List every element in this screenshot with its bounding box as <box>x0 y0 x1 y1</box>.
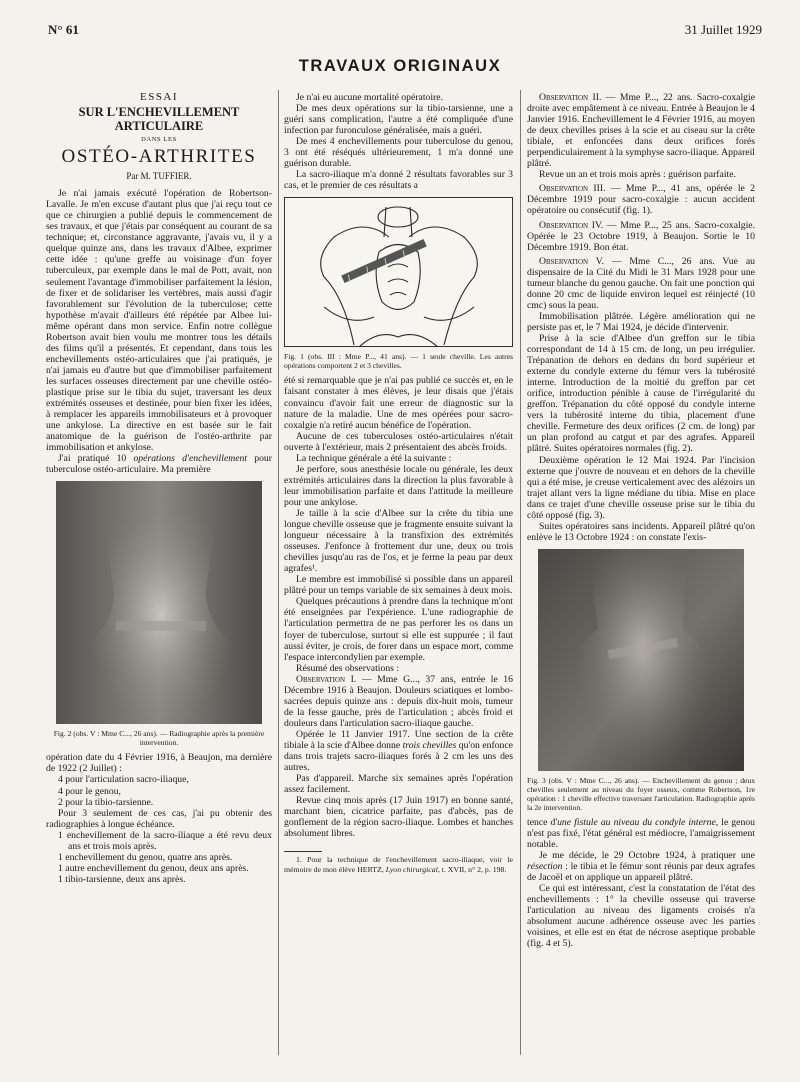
paragraph: Deuxième opération le 12 Mai 1924. Par l'incision externe que j'ouvre de nouveau et en dehors de la cheville qui a été mise, je creuse verticalement avec des alézoirs un trajet allant vers la ligne médiane du tibia. Mise en place dans ce trajet d'une cheville osseuse prise sur le tibia du côté opposé (fig. 3). <box>527 454 755 521</box>
list-item: 2 pour la tibio-tarsienne. <box>58 796 154 808</box>
figure-2-caption: Fig. 2 (obs. V : Mme C..., 26 ans). — Radiographie après la première intervention. <box>53 729 265 748</box>
paragraph: Résumé des observations : <box>296 662 400 674</box>
observation-5: Observation V. — Mme C..., 26 ans. Vue au dispensaire de la Cité du Midi le 31 Mars 1928 pour une tumeur blanche du genou gauche. On fait une ponction qui donne 20 cmc de liquide environ lequel est réinjecté (10 cmc) sous la peau. <box>527 255 755 311</box>
paragraph: Quelques précautions à prendre dans la technique m'ont été enseignées par l'expérience. L'une radiographie de l'articulation permettra de ne pas perforer les os dans un foyer de tuberculose, surtout si elle est suppurée ; il faut aussi éviter, je crois, de forer dans un espace mort, comme l'espace intercondylien par exemple. <box>284 596 513 663</box>
footnote: 1. Pour la technique de l'enchevillement sacro-iliaque, voir le mémoire de mon élève HERTZ, Lyon chirurgical, t. XVII, n° 2, p. 198. <box>284 855 513 874</box>
column-middle <box>284 92 513 874</box>
paragraph: Revue cinq mois après (17 Juin 1917) en bonne santé, marchant bien, cicatrice parfaite, pas d'abcès, pas de gonflement de la région sacro-iliaque. Lombes et hanches absolument libres. <box>284 795 513 840</box>
issue-date: 31 Juillet 1929 <box>684 22 762 37</box>
figure-3-radiograph <box>538 549 744 771</box>
footnote-rule <box>284 851 322 852</box>
figure-3-caption: Fig. 3 (obs. V : Mme C..., 26 ans). — Enchevillement du genou ; deux chevilles seulement au niveau du foyer osseux, comme Robertson, 1re opération : 1 cheville effective traversant l'articulation. Radiographie après la 2e intervention. <box>527 775 755 812</box>
issue-number: N° 61 <box>48 22 79 37</box>
paragraph: Revue un an et trois mois après : guérison parfaite. <box>539 169 736 181</box>
case-list <box>46 774 272 807</box>
article-kicker: ESSAI <box>139 91 179 103</box>
list-item: 1 tibio-tarsienne, deux ans après. <box>58 873 186 885</box>
paragraph: Pour 3 seulement de ces cas, j'ai pu obtenir des radiographies à longue échéance. <box>46 807 272 830</box>
paragraph: Aucune de ces tuberculoses ostéo-articulaires n'était ouverte à l'extérieur, mais 2 présentaient des abcès froids. <box>284 430 513 453</box>
paragraph: J'ai pratiqué 10 opérations d'enchevillement pour tuberculose ostéo-articulaire. Ma première <box>46 453 273 476</box>
column-left <box>46 92 272 885</box>
observation-4: Observation IV. — Mme P..., 25 ans. Sacro-coxalgie. Opérée le 23 Octobre 1919, à Beaujon. Sortie le 10 Décembre 1919. Bon état. <box>527 219 755 253</box>
paragraph: Je me décide, le 29 Octobre 1924, à pratiquer une résection : le tibia et le fémur sont réunis par deux agrafes de Jacoël et on applique un appareil plâtré. <box>527 850 755 884</box>
radiograph-list <box>46 830 272 885</box>
column-rule <box>278 90 279 1055</box>
paragraph: La technique générale a été la suivante : <box>296 452 452 464</box>
paragraph: Pas d'appareil. Marche six semaines après l'opération assez facilement. <box>284 773 513 796</box>
paragraph: Suites opératoires sans incidents. Appareil plâtré qu'on enlève le 13 Octobre 1924 : on constate l'exis- <box>527 520 755 543</box>
paragraph: Je n'ai eu aucune mortalité opératoire. <box>296 92 443 103</box>
paragraph: Opérée le 11 Janvier 1917. Une section de la crête tibiale à la scie d'Albee donne trois chevilles qu'on enfonce dans trois trajets sacro-iliaques forés à 2 cm les uns des autres. <box>284 728 513 774</box>
paragraph: été si remarquable que je n'ai pas publié ce succès et, en le faisant constater à mes élèves, je leur disais que j'étais convaincu d'avoir fait une erreur de diagnostic sur la nature de la maladie. Une de mes opérées pour sacro-coxalgie n'a retiré aucun bénéfice de l'opération. <box>284 375 513 431</box>
article-title-join: DANS LES <box>141 136 177 144</box>
list-item: 1 enchevillement de la sacro-iliaque a été revu deux ans et trois mois après. <box>58 829 272 852</box>
list-item: 1 enchevillement du genou, quatre ans après. <box>58 851 233 863</box>
paragraph: La sacro-iliaque m'a donné 2 résultats favorables sur 3 cas, et le premier de ces résultats a <box>284 169 513 192</box>
list-item: 4 pour l'articulation sacro-iliaque, <box>58 774 189 786</box>
paragraph: De mes 4 enchevillements pour tuberculose du genou, 3 ont été réséqués ultérieurement, 1 m'a donné une guérison durable. <box>284 136 513 170</box>
list-item: 4 pour le genou, <box>58 785 121 797</box>
paragraph: Ce qui est intéressant, c'est la constatation de l'état des enchevillements : 1° la cheville osseuse qui traverse l'articulation au niveau des ligaments croisés n'a absolument aucune adhérence osseuse avec les parties voisines, et elle est en état de nécrose aseptique probable (fig. 4 et 5). <box>527 883 755 950</box>
article-title: SUR L'ENCHEVILLEMENT ARTICULAIRE <box>78 105 240 134</box>
figure-2-radiograph <box>56 481 262 724</box>
section-title: TRAVAUX ORIGINAUX <box>298 57 502 75</box>
article-byline: Par M. TUFFIER. <box>126 171 192 182</box>
paragraph: Le membre est immobilisé si possible dans un appareil plâtré pour un temps variable de six semaines à deux mois. <box>284 574 513 597</box>
paragraph: opération date du 4 Février 1916, à Beaujon, ma dernière de 1922 (2 Juillet) : <box>46 752 272 775</box>
column-rule <box>520 90 521 1055</box>
paragraph: Prise à la scie d'Albee d'un greffon sur le tibia correspondant de 14 à 15 cm. de long, un peu irrégulier. Trépanation de dehors en dedans du bord supérieur et externe du condyle externe du fémur vers la tubérosité interne. Introduction de la moitié du greffon par cet orifice, introduction pénible à cause de l'irrégularité du greffon. Trépanation du côté opposé du condyle interne vers la tubérosité interne du tibia, placement d'une cheville. Fermeture des deux orifices (2 cm. de long) par un plan profond au catgut et par des agrafes. Appareil plâtré. Suites opératoires normales (fig. 2). <box>527 332 755 455</box>
paragraph: De mes deux opérations sur la tibio-tarsienne, une a guéri sans complication, l'autre a été compliquée d'une infection par furonculose généralisée, mais a guéri. <box>284 103 513 137</box>
article-title-block <box>46 92 272 182</box>
paragraph: Je perfore, sous anesthésie locale ou générale, les deux extrémités articulaires dans la direction la plus favorable à leur immobilisation parfaite et dans l'attitude la meilleure pour une ankylose. <box>284 463 513 508</box>
figure-1-caption: Fig. 1 (obs. III : Mme P..., 41 ans). — 1 seule cheville. Les autres opérations comportent 2 et 3 chevilles. <box>284 352 513 371</box>
paragraph: Je taille à la scie d'Albee sur la crête du tibia une longue cheville osseuse que je fragmente ensuite suivant la longueur nécessaire à la transfixion des extrémités osseuses. J'enfonce à frottement dur une, deux ou trois chevilles jusqu'au ras de l'os, et je ferme la peau par deux agrafes¹. <box>284 507 513 575</box>
figure-1-pelvis-drawing <box>284 197 513 347</box>
paragraph: Immobilisation plâtrée. Légère amélioration qui ne persiste pas et, le 7 Mai 1924, je décide d'intervenir. <box>527 310 755 333</box>
paragraph: Je n'ai jamais exécuté l'opération de Robertson-Lavalle. Je m'en excuse d'autant plus que j'ai reçu tout ce que ce chirurgien a publié depuis le commencement de ses travaux, et que j'étais par conséquent au courant de sa technique; et, circonstance aggravante, j'avais vu, il y a quelque quinze ans, dans les travaux d'Albee, exprimer cette idée : qu'une greffe au voisinage d'un foyer tuberculeux, par exemple dans le mal de Pott, avait, non seulement l'avantage d'immobiliser parfaitement la lésion, de fixer et de solidariser les vertèbres, mais aussi d'agir favorablement sur l'évolution de la tuberculose; cette hypothèse m'avait d'ailleurs été répétée par Albee lui-même opérant dans mon service. Enfin notre collègue Robertson avait bien voulu me montrer tous les détails des films qu'il a présentés. Et cependant, dans tous les enchevillements ostéo-articulaires que j'ai pratiqués, je n'ai jamais eu d'autre but que d'immobiliser parfaitement les surfaces osseuses directement par une cheville ostéo-plastique prise sur le tibia du sujet, traversant les deux extrémités osseuses et destinée, pour bien fixer les idées, à remplacer les appareils immobilisateurs et à provoquer une ankylose. La directive en est basée sur le fait anatomique de la guérison de l'ostéo-arthrite par immobilisation et ankylose. <box>46 188 272 454</box>
list-item: 1 autre enchevillement du genou, deux ans après. <box>58 862 249 874</box>
article-title-main: OSTÉO-ARTHRITES <box>61 146 257 168</box>
observation-2: Observation II. — Mme P..., 22 ans. Sacro-coxalgie droite avec empâtement à ce niveau. Entrée à Beaujon le 4 Janvier 1916. Enchevillement le 4 Février 1916, au moyen de deux chevilles prises à la scie et au ciseau sur la crête tibiale, et enfoncées dans deux orifices forés perpendiculairement à la symphyse sacro-iliaque. Appareil plâtré. <box>527 92 756 170</box>
observation-3: Observation III. — Mme P..., 41 ans, opérée le 2 Décembre 1919 pour sacro-coxalgie : aucun accident opératoire ou consécutif (fig. 1). <box>527 183 755 217</box>
paragraph: tence d'une fistule au niveau du condyle interne, le genou n'est pas fixé, l'état général est médiocre, l'amaigrissement notable. <box>527 816 755 850</box>
column-right <box>527 92 755 949</box>
running-header <box>48 22 762 38</box>
observation-1: Observation I. — Mme G..., 37 ans, entrée le 16 Décembre 1916 à Beaujon. Douleurs sciatiques et lombo-sacrées depuis quinze ans : depuis dix-huit mois, tumeur de la fesse gauche, près de l'articulation ; abcès froid et douleurs dans l'articulation sacro-iliaque gauche. <box>284 673 513 729</box>
